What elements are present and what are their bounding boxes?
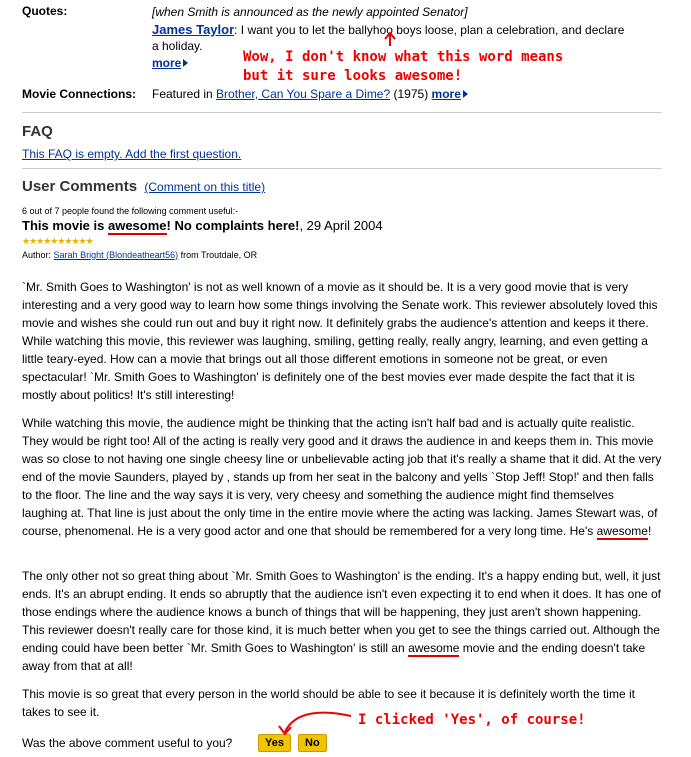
quote-context: [when Smith is announced as the newly appointed Senator] (152, 5, 468, 19)
no-button[interactable]: No (298, 734, 327, 752)
feedback-question: Was the above comment useful to you? (22, 736, 233, 750)
quotes-more-link[interactable]: more (152, 56, 188, 70)
yes-button[interactable]: Yes (258, 734, 291, 752)
user-comments-title: User Comments (22, 178, 138, 195)
quote-text: James Taylor: I want you to let the ballyhoo boys loose, plan a celebration, and declare (152, 22, 625, 37)
rating-stars-icon: ★★★★★★★★★★ (22, 236, 93, 246)
more-arrow-icon (463, 90, 468, 98)
connections-value: Featured in Brother, Can You Spare a Dime? (1975) more (152, 86, 468, 103)
comment-on-title-link[interactable]: (Comment on this title) (144, 180, 266, 194)
connections-more-link[interactable]: more (431, 87, 461, 101)
quote-speaker-link[interactable]: James Taylor (152, 22, 235, 37)
annotation-bottom: I clicked 'Yes', of course! (358, 712, 586, 728)
review-paragraph-1: `Mr. Smith Goes to Washington' is not as well known of a movie as it should be. It is a very good movie that is very interesting and a very good way to learn how some things involving the Senate work. This reviewer absolutely loved this movie and wishes she could run out and buy it right now. It definitely grabs the audience's attention and keeps it there. While watching this movie, this reviewer was laughing, smiling, getting really, really angry, learning, and even getting a little teary-eyed. How can a movie that brings out all those different emotions in someone not be great, or even spectacular! `Mr. Smith Goes to Washington' is definitely one of the best movies ever made despite the fact that it is mostly about politics! It's still interesting! (22, 280, 658, 402)
comment-headline: This movie is awesome! No complaints here!, 29 April 2004 (22, 218, 383, 233)
curved-arrow-icon (275, 710, 355, 738)
annotation-top: Wow, I don't know what this word means but it sure looks awesome! (243, 49, 564, 84)
connection-title-link[interactable]: Brother, Can You Spare a Dime? (216, 87, 391, 101)
faq-title: FAQ (22, 123, 53, 140)
faq-add-link[interactable]: This FAQ is empty. Add the first question. (22, 147, 242, 161)
divider (22, 112, 662, 113)
quotes-label: Quotes: (22, 4, 68, 18)
author-link[interactable]: Sarah Bright (Blondeatheart56) (53, 250, 179, 260)
review-paragraph-2: While watching this movie, the audience might be thinking that the acting isn't half bad and is actually quite realistic. They would be right too! All of the acting is really very good and it draws the audience in and keeps them in. This movie was so close to not having one single cheesy line or unbelievable acting job that it's really a shame that it did. At the very end of the movie Saunders, played by , stands up from her seat in the balcony and yells `Stop Jeff! Stop!' and then falls to the floor. The line and the way says it is very, very cheesy and something the audience might find themselves laughing at. That line is just about the only time in the entire movie where the acting was lacking. James Stewart was, of course, phenomenal. He is a very good actor and one that should be remembered for a very long time. He's awesome! (22, 416, 662, 538)
user-comments-header (22, 178, 265, 195)
arrow-up-icon (380, 32, 400, 46)
comment-author: Author: Sarah Bright (Blondeatheart56) from Troutdale, OR (22, 250, 258, 260)
quote-text-line2: a holiday. (152, 39, 203, 53)
useful-count: 6 out of 7 people found the following comment useful:- (22, 206, 239, 216)
review-paragraph-4: This movie is so great that every person in the world should be able to see it because it is definitely worth the time it takes to see it. (22, 687, 635, 719)
review-paragraph-3: The only other not so great thing about `Mr. Smith Goes to Washington' is the ending. It's a happy ending but, well, it just ends. It's an abrupt ending. It ends so abruptly that the audience isn't even expecting it to end when it does. It has one of those endings where the audience knows a bunch of things that will be happening, they just aren't shown happening. This reviewer doesn't really care for those kind, it is much better when you get to see the things carried out. Although the ending could have been better `Mr. Smith Goes to Washington' is still an awesome movie and the ending doesn't take away from that at all! (22, 569, 662, 673)
more-arrow-icon (183, 59, 188, 67)
connections-label: Movie Connections: (22, 87, 137, 101)
divider (22, 168, 662, 169)
